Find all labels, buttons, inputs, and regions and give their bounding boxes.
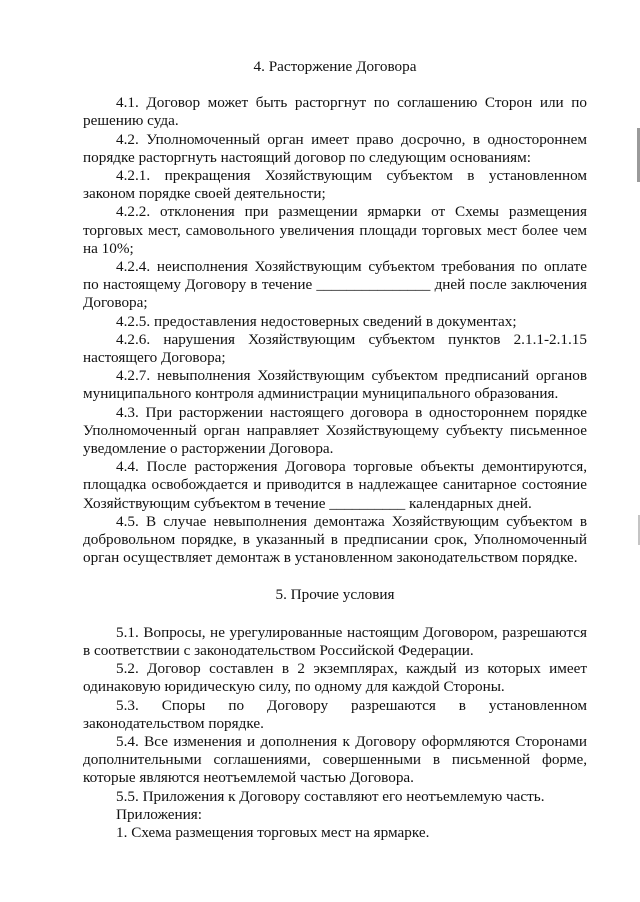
document-body <box>83 58 587 842</box>
clause-5-3: 5.3. Споры по Договору разрешаются в установленном законодательством порядке. <box>83 696 587 732</box>
clause-5-4: 5.4. Все изменения и дополнения к Договору оформляются Сторонами дополнительными соглашениями, совершенными в письменной форме, которые являются неотъемлемой частью Договора. <box>83 732 587 787</box>
clause-4-2-6: 4.2.6. нарушения Хозяйствующим субъектом пунктов 2.1.1-2.1.15 настоящего Договора; <box>83 330 587 367</box>
section-4-title: 4. Расторжение Договора <box>253 58 417 75</box>
clause-4-5: 4.5. В случае невыполнения демонтажа Хозяйствующим субъектом в добровольном порядке, в указанный в предписании срок, Уполномоченный орган осуществляет демонтаж в установленном законодательством порядке. <box>83 512 587 567</box>
clause-5-5: 5.5. Приложения к Договору составляют его неотъемлемую часть. <box>116 787 545 805</box>
clause-5-1: 5.1. Вопросы, не урегулированные настоящим Договором, разрешаются в соответствии с законодательством Российской Федерации. <box>83 623 587 659</box>
clause-4-2-7: 4.2.7. невыполнения Хозяйствующим субъектом предписаний органов муниципального контроля администрации муниципального образования. <box>83 367 587 403</box>
clause-4-3: 4.3. При расторжении настоящего договора в одностороннем порядке Уполномоченный орган направляет Хозяйствующему субъекту письменное уведомление о расторжении Договора. <box>83 403 587 458</box>
clause-4-2-2: 4.2.2. отклонения при размещении ярмарки от Схемы размещения торговых мест, самовольного увеличения площади торговых мест более чем на 10%; <box>83 203 587 257</box>
clause-4-2: 4.2. Уполномоченный орган имеет право досрочно, в одностороннем порядке расторгнуть настоящий договор по следующим основаниям: <box>83 130 587 166</box>
clause-4-2-1: 4.2.1. прекращения Хозяйствующим субъектом в установленном законом порядке своей деятельности; <box>83 167 587 203</box>
appendix-item-1: 1. Схема размещения торговых мест на ярмарке. <box>116 823 430 841</box>
clause-4-2-4: 4.2.4. неисполнения Хозяйствующим субъектом требования по оплате по настоящему Договору в течение _______________ дней после заключения Договора; <box>83 258 587 312</box>
clause-4-2-5: 4.2.5. предоставления недостоверных сведений в документах; <box>116 312 517 330</box>
clause-4-1: 4.1. Договор может быть расторгнут по соглашению Сторон или по решению суда. <box>83 94 587 130</box>
clause-4-4: 4.4. После расторжения Договора торговые объекты демонтируются, площадка освобождается и приводится в надлежащее санитарное состояние Хозяйствующим субъектом в течение __________ календарных дней. <box>83 458 587 512</box>
appendices-label: Приложения: <box>116 805 202 823</box>
section-5-title: 5. Прочие условия <box>275 586 395 604</box>
clause-5-2: 5.2. Договор составлен в 2 экземплярах, каждый из которых имеет одинаковую юридическую силу, по одному для каждой Стороны. <box>83 660 587 696</box>
